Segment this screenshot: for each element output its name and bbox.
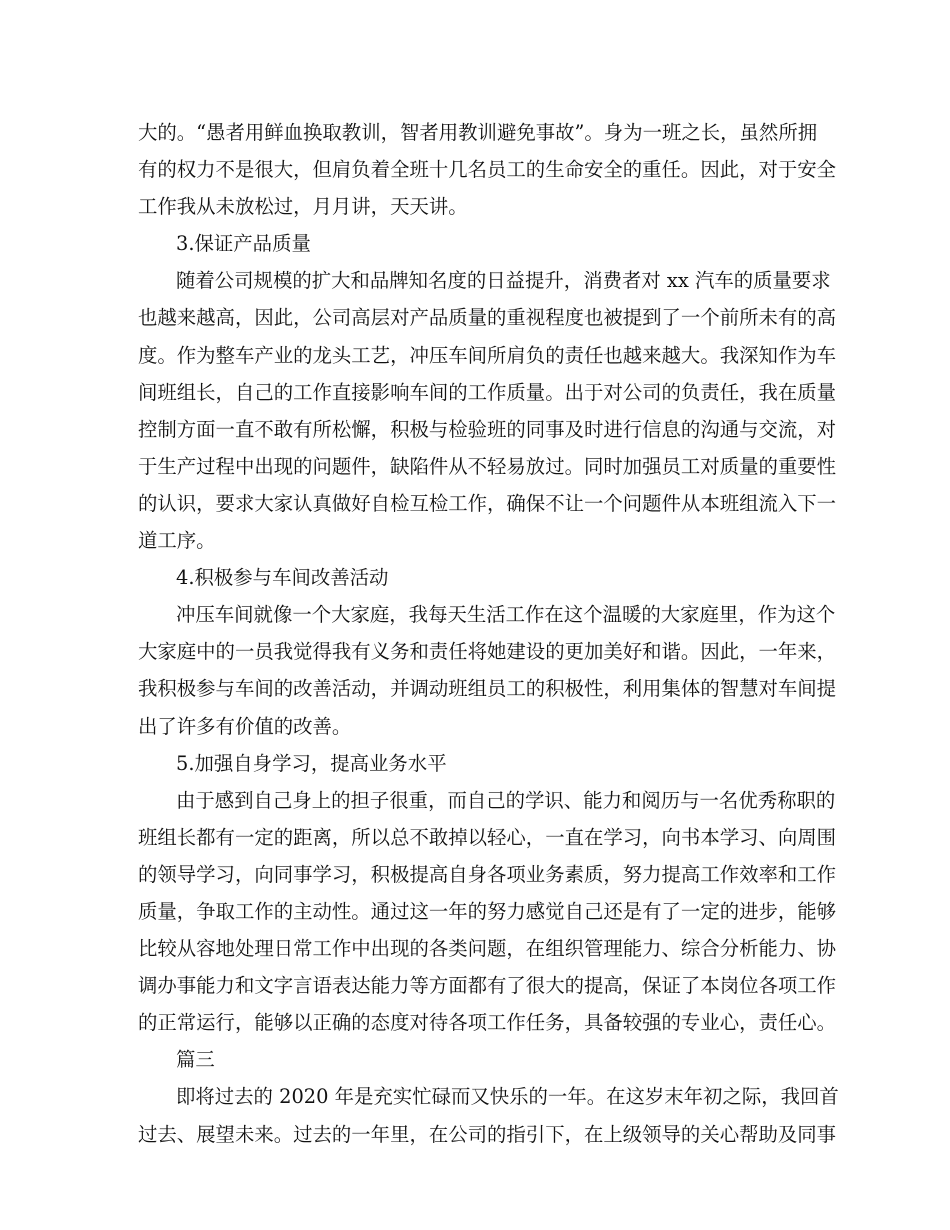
paragraph-line: 由于感到自己身上的担子很重，而自己的学识、能力和阅历与一名优秀称职的 bbox=[176, 788, 836, 812]
paragraph-line: 冲压车间就像一个大家庭，我每天生活工作在这个温暖的大家庭里，作为这个 bbox=[176, 603, 836, 627]
paragraph-line: 于生产过程中出现的问题件，缺陷件从不轻易放过。同时加强员工对质量的重要性 bbox=[138, 454, 837, 478]
paragraph-line: 比较从容地处理日常工作中出现的各类问题，在组织管理能力、综合分析能力、协 bbox=[138, 937, 837, 961]
section-heading: 3.保证产品质量 bbox=[176, 232, 311, 256]
paragraph-line: 质量，争取工作的主动性。通过这一年的努力感觉自己还是有了一定的进步，能够 bbox=[138, 899, 837, 923]
paragraph-line: 有的权力不是很大，但肩负着全班十几名员工的生命安全的重任。因此，对于安全 bbox=[138, 158, 837, 182]
section-heading: 篇三 bbox=[176, 1048, 215, 1072]
paragraph-line: 大家庭中的一员我觉得我有义务和责任将她建设的更加美好和谐。因此，一年来， bbox=[138, 640, 837, 664]
section-heading: 5.加强自身学习，提高业务水平 bbox=[176, 751, 447, 775]
paragraph-line: 工作我从未放松过，月月讲，天天讲。 bbox=[138, 195, 468, 219]
paragraph-line: 道工序。 bbox=[138, 529, 216, 553]
paragraph-line: 的领导学习，向同事学习，积极提高自身各项业务素质，努力提高工作效率和工作 bbox=[138, 862, 837, 886]
paragraph-line: 间班组长，自己的工作直接影响车间的工作质量。出于对公司的负责任，我在质量 bbox=[138, 380, 837, 404]
paragraph-line: 即将过去的 2020 年是充实忙碌而又快乐的一年。在这岁末年初之际，我回首 bbox=[176, 1085, 839, 1109]
section-heading: 4.积极参与车间改善活动 bbox=[176, 566, 389, 590]
paragraph-line: 调办事能力和文字言语表达能力等方面都有了很大的提高，保证了本岗位各项工作 bbox=[138, 974, 837, 998]
paragraph-line: 控制方面一直不敢有所松懈，积极与检验班的同事及时进行信息的沟通与交流，对 bbox=[138, 417, 837, 441]
paragraph-line: 的认识，要求大家认真做好自检互检工作，确保不让一个问题件从本班组流入下一 bbox=[138, 491, 837, 515]
document-body bbox=[138, 114, 839, 1153]
paragraph-line: 大的。“愚者用鲜血换取教训，智者用教训避免事故”。身为一班之长，虽然所拥 bbox=[138, 121, 818, 144]
paragraph-line: 度。作为整车产业的龙头工艺，冲压车间所肩负的责任也越来越大。我深知作为车 bbox=[138, 343, 837, 367]
paragraph-line: 班组长都有一定的距离，所以总不敢掉以轻心，一直在学习，向书本学习、向周围 bbox=[138, 825, 837, 849]
paragraph-line: 我积极参与车间的改善活动，并调动班组员工的积极性，利用集体的智慧对车间提 bbox=[138, 677, 837, 701]
paragraph-line: 也越来越高，因此，公司高层对产品质量的重视程度也被提到了一个前所未有的高 bbox=[138, 306, 837, 330]
paragraph-line: 的正常运行，能够以正确的态度对待各项工作任务，具备较强的专业心，责任心。 bbox=[138, 1011, 837, 1035]
paragraph-line: 随着公司规模的扩大和品牌知名度的日益提升，消费者对 xx 汽车的质量要求 bbox=[176, 269, 831, 293]
paragraph-line: 过去、展望未来。过去的一年里，在公司的指引下，在上级领导的关心帮助及同事 bbox=[138, 1122, 837, 1146]
paragraph-line: 出了许多有价值的改善。 bbox=[138, 714, 352, 738]
